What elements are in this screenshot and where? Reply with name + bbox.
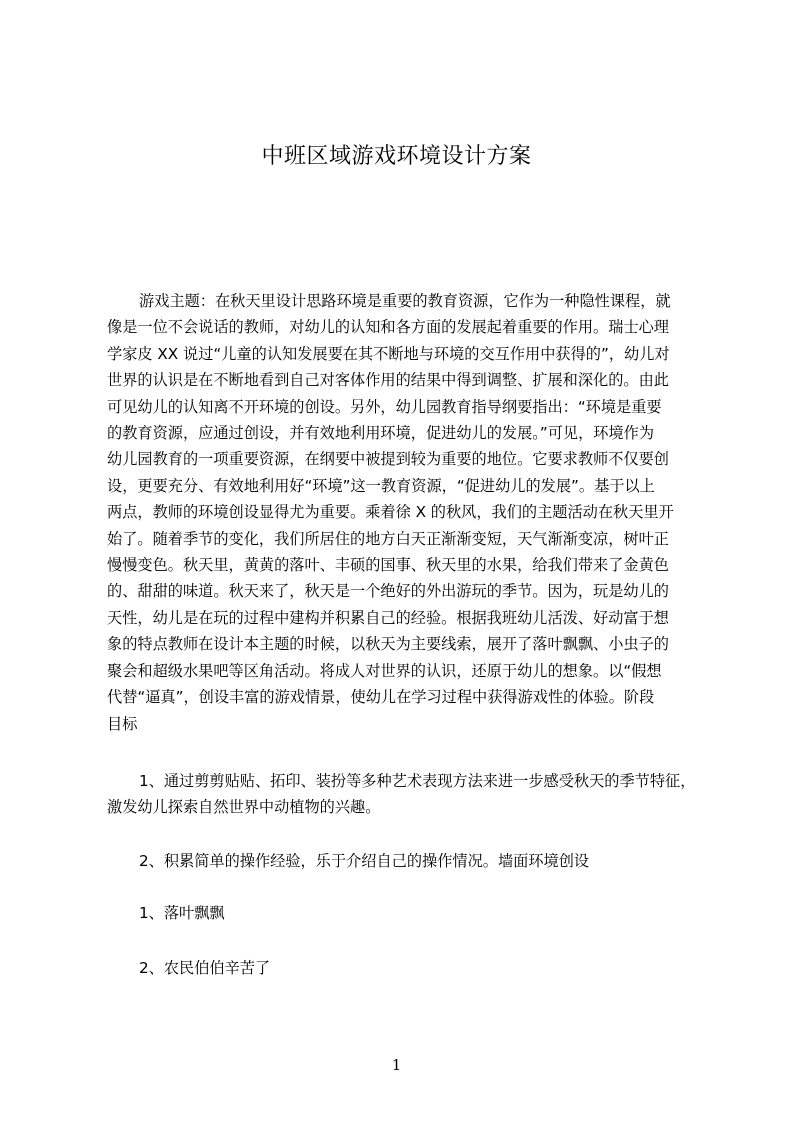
text-line: 天性，幼儿是在玩的过程中建构并积累自己的经验。根据我班幼儿活泼、好动富于想 [107,608,669,627]
document-title: 中班区域游戏环境设计方案 [261,144,532,169]
text-line: 世界的认识是在不断地看到自己对客体作用的结果中得到调整、扩展和深化的。由此 [107,371,669,390]
text-line: 聚会和超级水果吧等区角活动。将成人对世界的认识，还原于幼儿的想象。以“假想 [107,661,662,680]
text-line: 两点，教师的环境创设显得尤为重要。乘着徐 X 的秋风，我们的主题活动在秋天里开 [107,503,674,522]
text-line: 激发幼儿探索自然世界中动植物的兴趣。 [107,798,381,817]
text-line: 学家皮 XX 说过“儿童的认知发展要在其不断地与环境的交互作用中获得的”，幼儿对 [107,344,670,363]
goal-1-paragraph [107,768,701,821]
wall-item-2: 2、农民伯伯辛苦了 [139,959,271,977]
text-line: 慢慢变色。秋天里，黄黄的落叶、丰硕的国事、秋天里的水果，给我们带来了金黄色 [107,556,669,575]
text-line: 游戏主题：在秋天里设计思路环境是重要的教育资源，它作为一种隐性课程，就 [139,292,671,310]
intro-paragraph [107,288,701,737]
wall-item-1: 1、落叶飘飘 [139,904,225,922]
goal-2-paragraph: 2、积累简单的操作经验，乐于介绍自己的操作情况。墙面环境创设 [139,852,590,870]
text-line: 可见幼儿的认知离不开环境的创设。另外，幼儿园教育指导纲要指出：“环境是重要 [107,397,662,416]
text-line: 1、通过剪剪贴贴、拓印、装扮等多种艺术表现方法来进一步感受秋天的季节特征， [139,772,696,790]
text-line: 的教育资源，应通过创设，并有效地利用环境，促进幼儿的发展。”可见，环境作为 [107,424,655,443]
text-line: 的、甜甜的味道。秋天来了，秋天是一个绝好的外出游玩的季节。因为，玩是幼儿的 [107,582,669,601]
text-line: 像是一位不会说话的教师，对幼儿的认知和各方面的发展起着重要的作用。瑞士心理 [107,318,669,337]
text-line: 象的特点教师在设计本主题的时候，以秋天为主要线索，展开了落叶飘飘、小虫子的 [107,635,669,654]
text-line: 设，更要充分、有效地利用好“环境”这一教育资源，“促进幼儿的发展”。基于以上 [107,476,655,495]
text-line: 代替“逼真”，创设丰富的游戏情景，使幼儿在学习过程中获得游戏性的体验。阶段 [107,688,655,707]
text-line: 始了。随着季节的变化，我们所居住的地方白天正渐渐变短，天气渐渐变凉，树叶正 [107,529,669,548]
page-number: 1 [391,1056,402,1074]
text-line: 幼儿园教育的一项重要资源，在纲要中被提到较为重要的地位。它要求教师不仅要创 [107,450,669,469]
text-line: 目标 [107,714,138,733]
